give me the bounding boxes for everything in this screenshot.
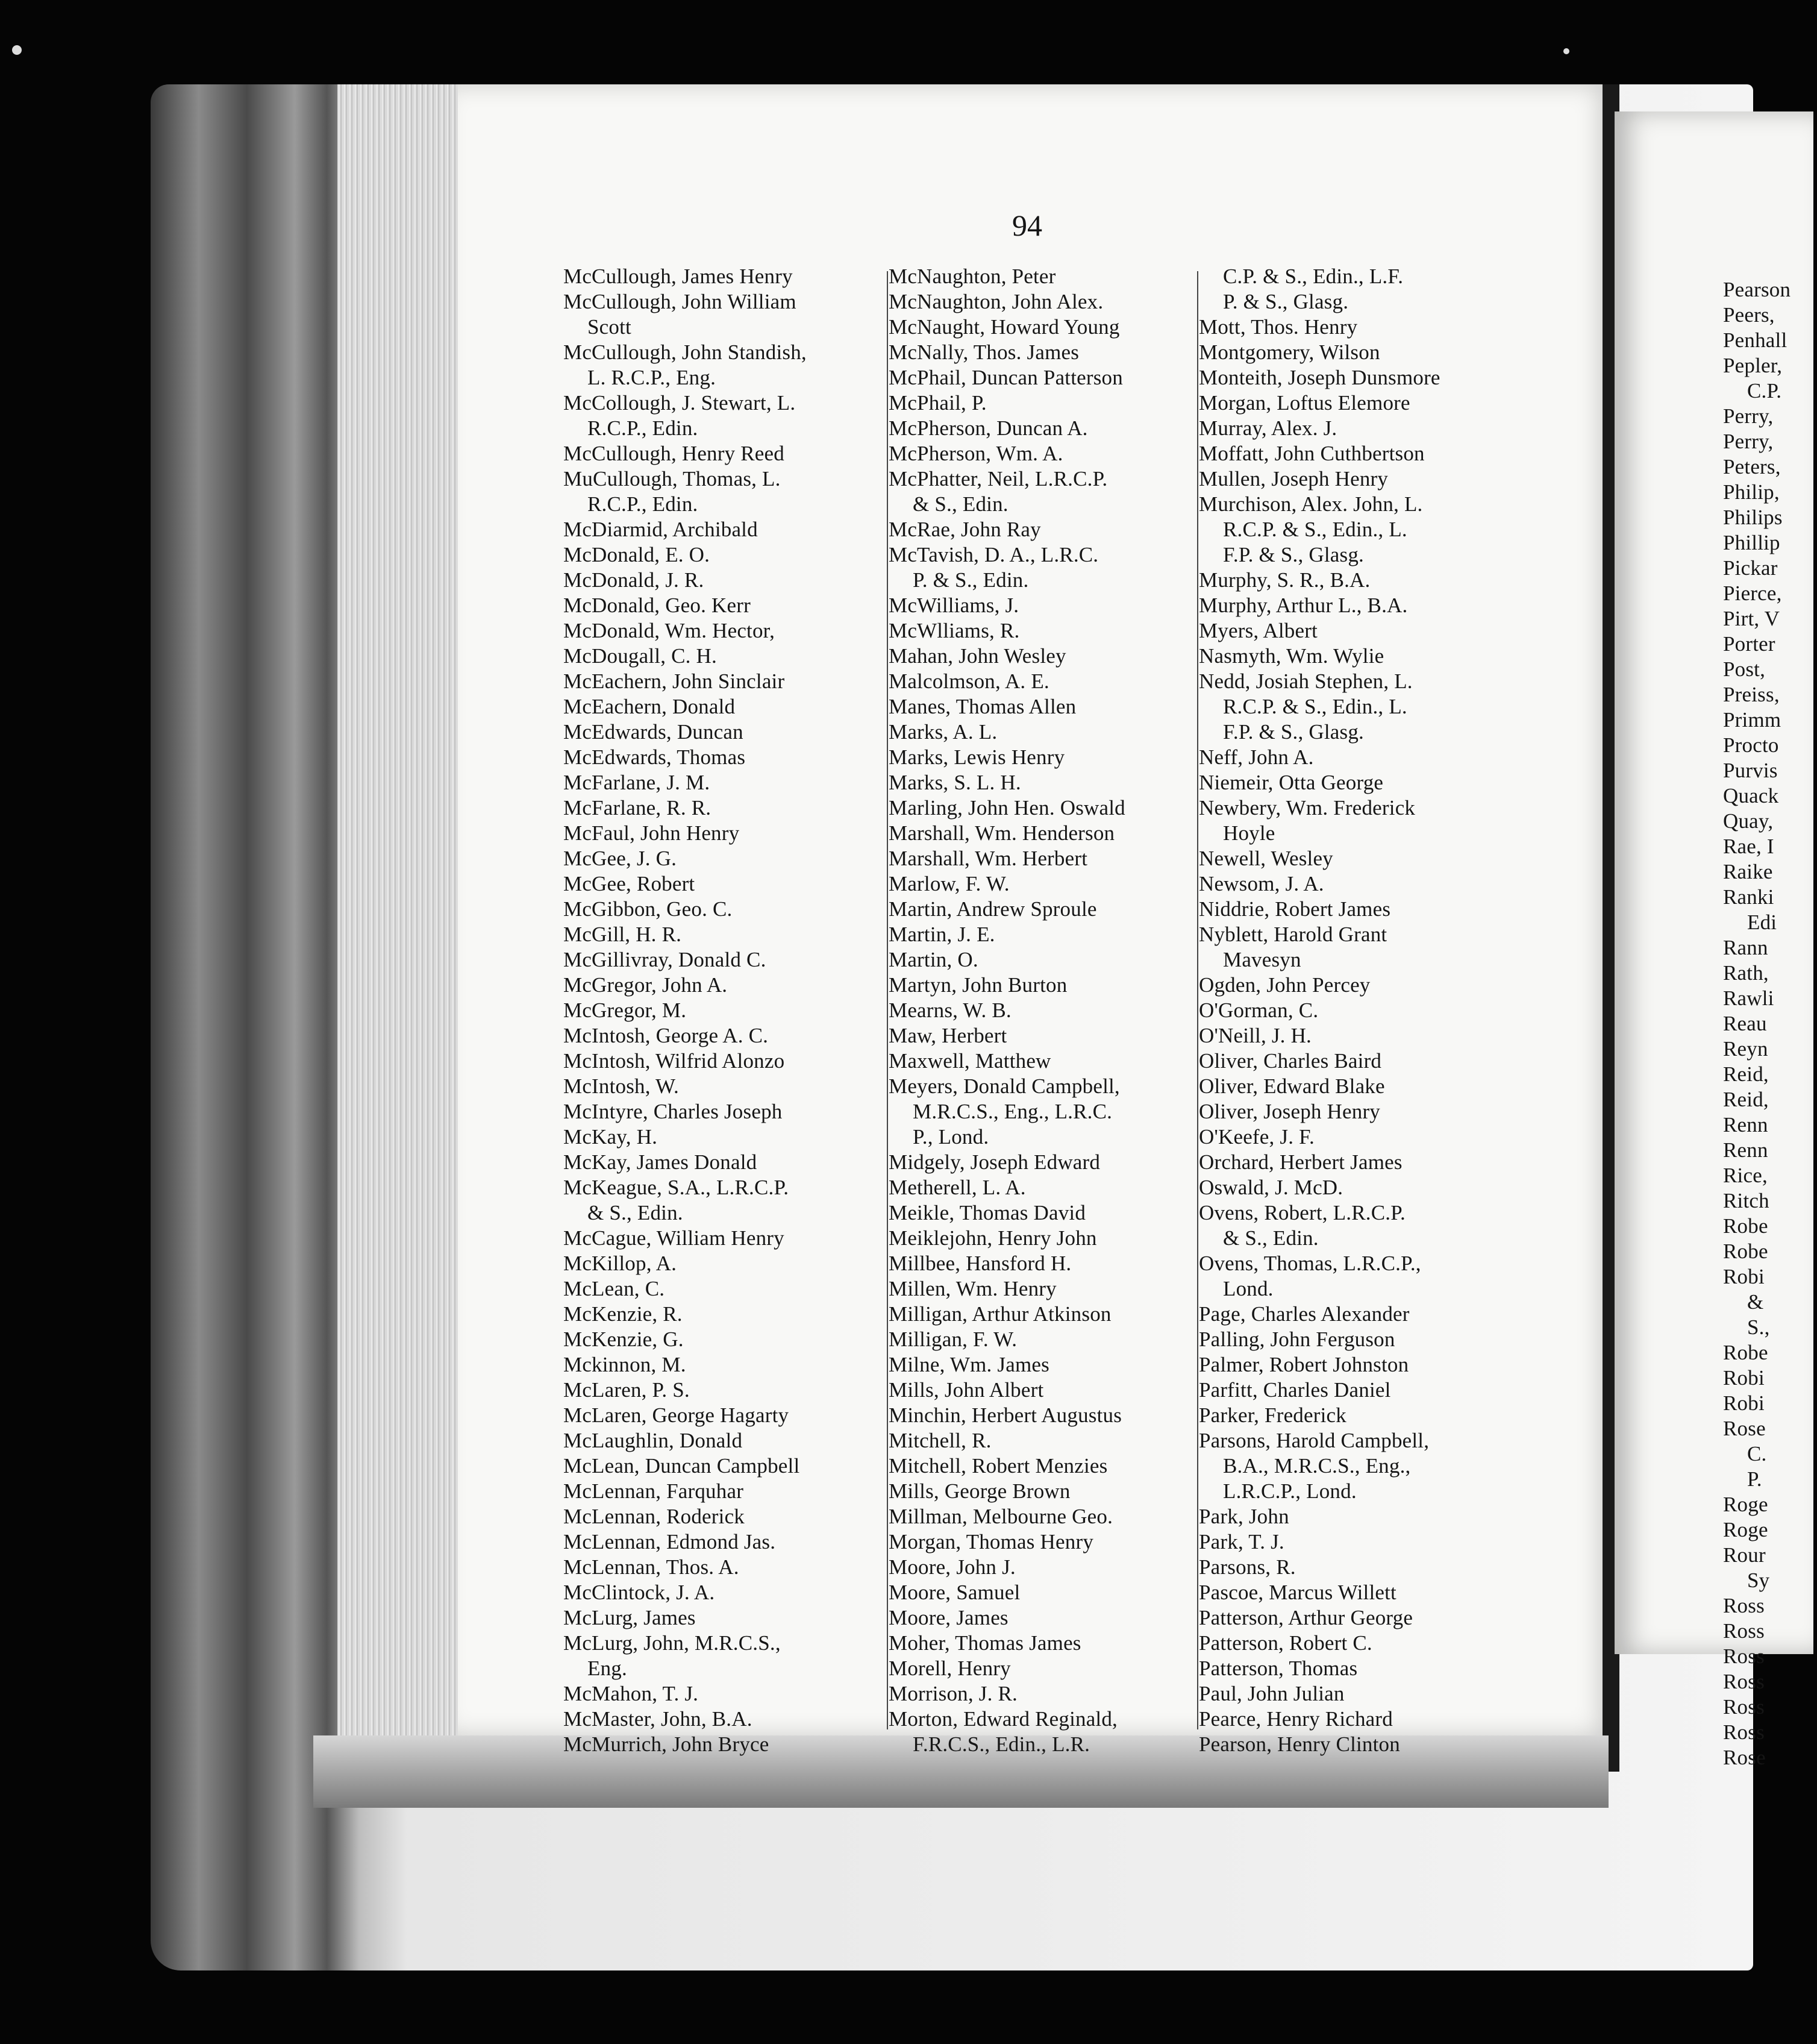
directory-entry: Murphy, Arthur L., B.A. — [1199, 594, 1408, 617]
directory-entry: Orchard, Herbert James — [1199, 1150, 1403, 1174]
directory-entry: & S., Edin. — [913, 492, 1009, 516]
directory-entry: McMurrich, John Bryce — [563, 1732, 769, 1756]
directory-entry: Pearson — [1723, 278, 1791, 301]
directory-entry: M.R.C.S., Eng., L.R.C. — [913, 1100, 1113, 1123]
directory-entry: Martyn, John Burton — [889, 973, 1068, 997]
directory-entry: P. & S., Glasg. — [1223, 290, 1349, 313]
directory-entry: Ross — [1723, 1695, 1765, 1719]
directory-entry: Procto — [1723, 733, 1779, 757]
directory-entry: Moore, Samuel — [889, 1581, 1021, 1604]
directory-entry: Edi — [1747, 911, 1777, 934]
directory-entry: Primm — [1723, 708, 1781, 732]
directory-entry: Robe — [1723, 1240, 1768, 1263]
directory-entry: L.R.C.P., Lond. — [1223, 1479, 1357, 1503]
directory-entry: Meikle, Thomas David — [889, 1201, 1086, 1224]
directory-entry: C. — [1747, 1442, 1767, 1466]
directory-entry: P. & S., Edin. — [913, 568, 1029, 592]
directory-entry: Robi — [1723, 1391, 1765, 1415]
directory-entry: Peers, — [1723, 303, 1775, 327]
directory-entry: McNaughton, Peter — [889, 265, 1056, 288]
directory-entry: Renn — [1723, 1113, 1768, 1136]
directory-entry: Post, — [1723, 657, 1766, 681]
directory-entry: Robi — [1723, 1366, 1765, 1390]
directory-entry: Parker, Frederick — [1199, 1403, 1346, 1427]
directory-entry: Park, John — [1199, 1505, 1289, 1528]
directory-entry: McMahon, T. J. — [563, 1682, 699, 1705]
directory-entry: Morton, Edward Reginald, — [889, 1707, 1118, 1731]
directory-entry: McLurg, James — [563, 1606, 696, 1629]
directory-entry: O'Neill, J. H. — [1199, 1024, 1312, 1047]
directory-entry: Newbery, Wm. Frederick — [1199, 796, 1416, 820]
directory-entry: Ovens, Robert, L.R.C.P. — [1199, 1201, 1406, 1224]
directory-entry: McIntyre, Charles Joseph — [563, 1100, 783, 1123]
directory-entry: Paul, John Julian — [1199, 1682, 1345, 1705]
directory-entry: Murphy, S. R., B.A. — [1199, 568, 1371, 592]
directory-entry: Rice, — [1723, 1164, 1768, 1187]
directory-entry: McLean, C. — [563, 1277, 665, 1300]
directory-entry: McDougall, C. H. — [563, 644, 717, 668]
directory-entry: Parsons, R. — [1199, 1555, 1296, 1579]
directory-entry: Oliver, Edward Blake — [1199, 1074, 1385, 1098]
directory-entry: Patterson, Thomas — [1199, 1657, 1358, 1680]
directory-entry: Robe — [1723, 1214, 1768, 1238]
directory-entry: Mills, John Albert — [889, 1378, 1044, 1402]
directory-entry: McNaughton, John Alex. — [889, 290, 1104, 313]
dust-speck — [12, 45, 22, 55]
directory-entry: Scott — [587, 315, 631, 339]
directory-entry: Nedd, Josiah Stephen, L. — [1199, 669, 1413, 693]
directory-entry: Marks, A. L. — [889, 720, 998, 744]
directory-entry: McCullough, John Standish, — [563, 340, 807, 364]
directory-entry: Meyers, Donald Campbell, — [889, 1074, 1120, 1098]
directory-entry: Marshall, Wm. Herbert — [889, 847, 1088, 870]
dust-speck — [1563, 48, 1569, 54]
directory-entry: Parsons, Harold Campbell, — [1199, 1429, 1430, 1452]
directory-entry: McLaren, George Hagarty — [563, 1403, 789, 1427]
directory-entry: Perry, — [1723, 404, 1774, 428]
directory-entry: McEachern, Donald — [563, 695, 736, 718]
directory-entry: Morgan, Loftus Elemore — [1199, 391, 1410, 415]
directory-entry: McKenzie, R. — [563, 1302, 683, 1326]
directory-entry: McPhatter, Neil, L.R.C.P. — [889, 467, 1108, 491]
directory-entry: McRae, John Ray — [889, 518, 1041, 541]
directory-entry: Newell, Wesley — [1199, 847, 1333, 870]
directory-entry: Robe — [1723, 1341, 1768, 1364]
directory-entry: Martin, O. — [889, 948, 978, 971]
directory-entry: Raike — [1723, 860, 1773, 883]
directory-entry: Reyn — [1723, 1037, 1768, 1061]
directory-entry: Oswald, J. McD. — [1199, 1176, 1343, 1199]
directory-entry: McEachern, John Sinclair — [563, 669, 785, 693]
directory-entry: Monteith, Joseph Dunsmore — [1199, 366, 1440, 389]
directory-entry: Penhall — [1723, 328, 1787, 352]
directory-column-4-right-page — [1723, 277, 1817, 1770]
directory-entry: McKenzie, G. — [563, 1328, 684, 1351]
directory-entry: O'Gorman, C. — [1199, 998, 1319, 1022]
directory-entry: Rawli — [1723, 986, 1774, 1010]
directory-entry: Quack — [1723, 784, 1779, 807]
directory-entry: B.A., M.R.C.S., Eng., — [1223, 1454, 1411, 1478]
directory-entry: Renn — [1723, 1138, 1768, 1162]
directory-entry: Mullen, Joseph Henry — [1199, 467, 1389, 491]
directory-entry: Nasmyth, Wm. Wylie — [1199, 644, 1384, 668]
directory-entry: & S., Edin. — [1223, 1226, 1319, 1250]
directory-entry: McGillivray, Donald C. — [563, 948, 766, 971]
directory-entry: McLennan, Roderick — [563, 1505, 745, 1528]
directory-entry: Neff, John A. — [1199, 745, 1314, 769]
directory-entry: P., Lond. — [913, 1125, 989, 1149]
directory-entry: Ranki — [1723, 885, 1774, 909]
directory-entry: C.P. — [1747, 379, 1782, 403]
directory-entry: Reid, — [1723, 1062, 1769, 1086]
directory-entry: Rose — [1723, 1417, 1766, 1440]
directory-entry: McNally, Thos. James — [889, 340, 1080, 364]
directory-entry: Park, T. J. — [1199, 1530, 1284, 1553]
directory-entry: McFarlane, R. R. — [563, 796, 711, 820]
directory-column-2 — [889, 264, 1202, 1757]
directory-entry: McKay, H. — [563, 1125, 658, 1149]
directory-entry: McLaughlin, Donald — [563, 1429, 743, 1452]
directory-entry: McDonald, J. R. — [563, 568, 704, 592]
directory-entry: Martin, Andrew Sproule — [889, 897, 1097, 921]
directory-entry: Murray, Alex. J. — [1199, 416, 1337, 440]
directory-entry: McCollough, J. Stewart, L. — [563, 391, 796, 415]
directory-entry: F.P. & S., Glasg. — [1223, 543, 1364, 566]
directory-entry: Milligan, Arthur Atkinson — [889, 1302, 1112, 1326]
directory-entry: McGill, H. R. — [563, 923, 682, 946]
directory-entry: Maxwell, Matthew — [889, 1049, 1051, 1073]
directory-entry: Marks, Lewis Henry — [889, 745, 1065, 769]
directory-entry: Niemeir, Otta George — [1199, 771, 1384, 794]
directory-entry: McIntosh, Wilfrid Alonzo — [563, 1049, 785, 1073]
directory-entry: Rann — [1723, 936, 1768, 959]
directory-entry: Lond. — [1223, 1277, 1274, 1300]
directory-entry: Pickar — [1723, 556, 1778, 580]
directory-entry: Myers, Albert — [1199, 619, 1318, 642]
directory-entry: MuCullough, Thomas, L. — [563, 467, 781, 491]
directory-entry: C.P. & S., Edin., L.F. — [1223, 265, 1404, 288]
directory-entry: R.C.P., Edin. — [587, 492, 698, 516]
directory-entry: Hoyle — [1223, 821, 1275, 845]
directory-entry: Midgely, Joseph Edward — [889, 1150, 1101, 1174]
directory-entry: Mitchell, Robert Menzies — [889, 1454, 1108, 1478]
directory-entry: Patterson, Robert C. — [1199, 1631, 1372, 1655]
directory-entry: Morrison, J. R. — [889, 1682, 1018, 1705]
directory-entry: Roge — [1723, 1493, 1768, 1516]
directory-entry: Marlow, F. W. — [889, 872, 1010, 895]
directory-entry: Meiklejohn, Henry John — [889, 1226, 1097, 1250]
directory-entry: Marshall, Wm. Henderson — [889, 821, 1115, 845]
directory-entry: Quay, — [1723, 809, 1774, 833]
directory-entry: Metherell, L. A. — [889, 1176, 1026, 1199]
directory-entry: Philips — [1723, 506, 1783, 529]
directory-entry: P. — [1747, 1467, 1762, 1491]
directory-entry: Sy — [1747, 1569, 1770, 1592]
directory-entry: McDonald, E. O. — [563, 543, 710, 566]
directory-entry: Palmer, Robert Johnston — [1199, 1353, 1409, 1376]
directory-entry: Ovens, Thomas, L.R.C.P., — [1199, 1252, 1421, 1275]
directory-entry: Malcolmson, A. E. — [889, 669, 1049, 693]
directory-entry: Montgomery, Wilson — [1199, 340, 1380, 364]
directory-entry: Newsom, J. A. — [1199, 872, 1324, 895]
directory-entry: McCullough, Henry Reed — [563, 442, 784, 465]
directory-entry: McLennan, Thos. A. — [563, 1555, 739, 1579]
directory-entry: Moore, John J. — [889, 1555, 1016, 1579]
directory-entry: Rath, — [1723, 961, 1769, 985]
directory-entry: McEdwards, Duncan — [563, 720, 743, 744]
directory-entry: Mahan, John Wesley — [889, 644, 1066, 668]
directory-entry: Pascoe, Marcus Willett — [1199, 1581, 1396, 1604]
directory-entry: McTavish, D. A., L.R.C. — [889, 543, 1099, 566]
directory-entry: Reid, — [1723, 1088, 1769, 1111]
directory-entry: & — [1747, 1290, 1764, 1314]
directory-entry: Pearson, Henry Clinton — [1199, 1732, 1400, 1756]
directory-entry: Ritch — [1723, 1189, 1769, 1212]
directory-entry: McCague, William Henry — [563, 1226, 784, 1250]
directory-entry: Mckinnon, M. — [563, 1353, 686, 1376]
directory-entry: McGee, J. G. — [563, 847, 677, 870]
directory-entry: McGibbon, Geo. C. — [563, 897, 733, 921]
directory-entry: Ross — [1723, 1720, 1765, 1744]
directory-entry: Morgan, Thomas Henry — [889, 1530, 1094, 1553]
directory-entry: Ross — [1723, 1644, 1765, 1668]
directory-entry: Millen, Wm. Henry — [889, 1277, 1057, 1300]
directory-entry: Oliver, Charles Baird — [1199, 1049, 1382, 1073]
directory-entry: McMaster, John, B.A. — [563, 1707, 752, 1731]
directory-entry: McIntosh, George A. C. — [563, 1024, 769, 1047]
directory-entry: Reau — [1723, 1012, 1767, 1035]
directory-entry: McCullough, John William — [563, 290, 796, 313]
directory-entry: S., — [1747, 1315, 1770, 1339]
directory-entry: McLurg, John, M.R.C.S., — [563, 1631, 781, 1655]
directory-entry: Marks, S. L. H. — [889, 771, 1021, 794]
directory-entry: McKillop, A. — [563, 1252, 677, 1275]
directory-entry: McFaul, John Henry — [563, 821, 740, 845]
page-number: 94 — [1012, 208, 1042, 242]
directory-entry: Page, Charles Alexander — [1199, 1302, 1410, 1326]
directory-entry: McLennan, Edmond Jas. — [563, 1530, 776, 1553]
directory-entry: Ross — [1723, 1670, 1765, 1693]
directory-entry: Parfitt, Charles Daniel — [1199, 1378, 1391, 1402]
directory-entry: McLean, Duncan Campbell — [563, 1454, 800, 1478]
directory-entry: & S., Edin. — [587, 1201, 683, 1224]
directory-entry: Pearce, Henry Richard — [1199, 1707, 1393, 1731]
directory-entry: Pepler, — [1723, 354, 1783, 377]
directory-entry: McCullough, James Henry — [563, 265, 793, 288]
directory-entry: Morell, Henry — [889, 1657, 1011, 1680]
directory-entry: Maw, Herbert — [889, 1024, 1007, 1047]
directory-entry: Ross — [1723, 1619, 1765, 1643]
directory-entry: Roge — [1723, 1518, 1768, 1541]
directory-entry: Niddrie, Robert James — [1199, 897, 1391, 921]
directory-entry: McPhail, Duncan Patterson — [889, 366, 1123, 389]
directory-entry: Phillip — [1723, 531, 1780, 554]
directory-entry: Perry, — [1723, 430, 1774, 453]
directory-entry: McDonald, Wm. Hector, — [563, 619, 775, 642]
directory-entry: Moore, James — [889, 1606, 1009, 1629]
directory-entry: Peters, — [1723, 455, 1781, 478]
directory-entry: Mills, George Brown — [889, 1479, 1071, 1503]
directory-entry: Mitchell, R. — [889, 1429, 992, 1452]
directory-entry: Minchin, Herbert Augustus — [889, 1403, 1122, 1427]
directory-entry: McGee, Robert — [563, 872, 695, 895]
directory-entry: McFarlane, J. M. — [563, 771, 710, 794]
directory-entry: R.C.P., Edin. — [587, 416, 698, 440]
directory-entry: Mott, Thos. Henry — [1199, 315, 1358, 339]
directory-entry: Palling, John Ferguson — [1199, 1328, 1395, 1351]
directory-entry: Rour — [1723, 1543, 1766, 1567]
directory-entry: Pierce, — [1723, 582, 1782, 605]
directory-entry: Mearns, W. B. — [889, 998, 1012, 1022]
directory-entry: Oliver, Joseph Henry — [1199, 1100, 1381, 1123]
directory-entry: Preiss, — [1723, 683, 1780, 706]
directory-entry: L. R.C.P., Eng. — [587, 366, 716, 389]
directory-entry: McPherson, Wm. A. — [889, 442, 1063, 465]
directory-entry: McKeague, S.A., L.R.C.P. — [563, 1176, 789, 1199]
directory-entry: Marling, John Hen. Oswald — [889, 796, 1125, 820]
directory-entry: F.R.C.S., Edin., L.R. — [913, 1732, 1090, 1756]
directory-entry: R.C.P. & S., Edin., L. — [1223, 695, 1407, 718]
page-edges — [337, 84, 464, 1735]
directory-entry: McLennan, Farquhar — [563, 1479, 744, 1503]
directory-entry: Pirt, V — [1723, 607, 1780, 630]
directory-entry: Moffatt, John Cuthbertson — [1199, 442, 1425, 465]
directory-entry: McGregor, John A. — [563, 973, 728, 997]
directory-entry: Ross — [1723, 1594, 1765, 1617]
directory-entry: Eng. — [587, 1657, 627, 1680]
directory-entry: O'Keefe, J. F. — [1199, 1125, 1315, 1149]
directory-entry: McLaren, P. S. — [563, 1378, 690, 1402]
directory-entry: McDonald, Geo. Kerr — [563, 594, 751, 617]
directory-entry: Murchison, Alex. John, L. — [1199, 492, 1423, 516]
directory-entry: Ogden, John Percey — [1199, 973, 1371, 997]
directory-entry: Millman, Melbourne Geo. — [889, 1505, 1113, 1528]
directory-entry: Mavesyn — [1223, 948, 1301, 971]
directory-entry: Milne, Wm. James — [889, 1353, 1049, 1376]
directory-entry: Rae, I — [1723, 835, 1774, 858]
directory-entry: Millbee, Hansford H. — [889, 1252, 1072, 1275]
directory-entry: McGregor, M. — [563, 998, 687, 1022]
directory-entry: McEdwards, Thomas — [563, 745, 746, 769]
directory-entry: McWlliams, R. — [889, 619, 1020, 642]
directory-entry: McNaught, Howard Young — [889, 315, 1120, 339]
directory-entry: F.P. & S., Glasg. — [1223, 720, 1364, 744]
directory-entry: Porter — [1723, 632, 1775, 656]
directory-entry: McClintock, J. A. — [563, 1581, 715, 1604]
directory-entry: Manes, Thomas Allen — [889, 695, 1077, 718]
directory-entry: McPhail, P. — [889, 391, 987, 415]
directory-column-3 — [1199, 264, 1512, 1757]
directory-entry: Purvis — [1723, 759, 1778, 782]
directory-entry: McPherson, Duncan A. — [889, 416, 1088, 440]
directory-entry: Nyblett, Harold Grant — [1199, 923, 1387, 946]
directory-entry: Milligan, F. W. — [889, 1328, 1018, 1351]
directory-entry: McIntosh, W. — [563, 1074, 679, 1098]
directory-entry: Moher, Thomas James — [889, 1631, 1081, 1655]
directory-entry: Robi — [1723, 1265, 1765, 1288]
directory-entry: Rose — [1723, 1746, 1766, 1769]
directory-entry: McDiarmid, Archibald — [563, 518, 758, 541]
directory-entry: McKay, James Donald — [563, 1150, 757, 1174]
directory-entry: R.C.P. & S., Edin., L. — [1223, 518, 1407, 541]
directory-column-1 — [563, 264, 889, 1757]
directory-entry: McWilliams, J. — [889, 594, 1019, 617]
directory-entry: Philip, — [1723, 480, 1780, 504]
directory-entry: Martin, J. E. — [889, 923, 995, 946]
directory-entry: Patterson, Arthur George — [1199, 1606, 1413, 1629]
